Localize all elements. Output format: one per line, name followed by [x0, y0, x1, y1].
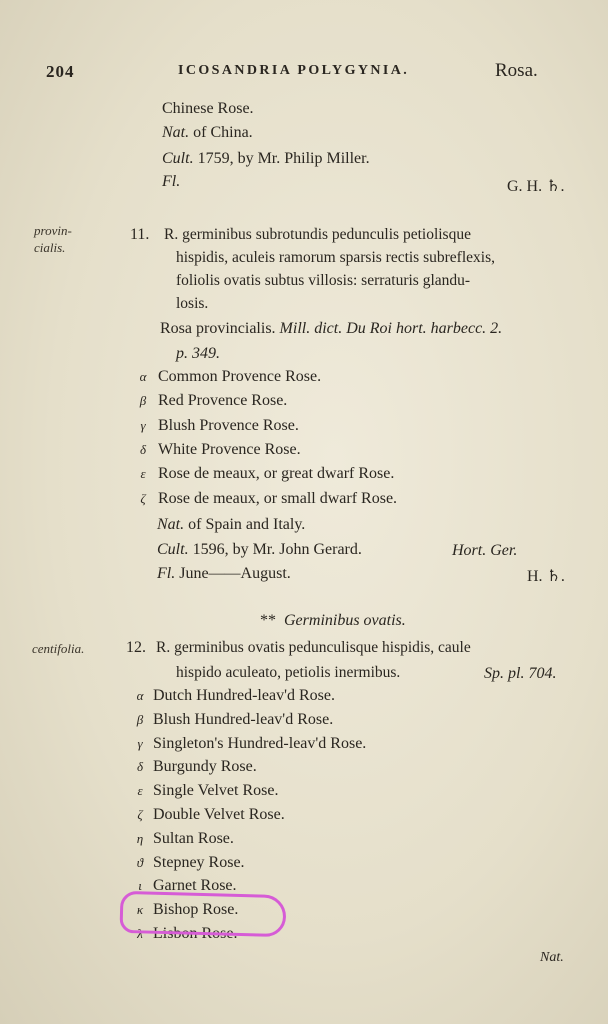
variety-name: Rose de meaux, or great dwarf Rose.: [158, 465, 395, 483]
flowering-label: Fl.: [162, 173, 181, 190]
native-line: Nat. of Spain and Italy.: [157, 516, 306, 533]
flowering-line: Fl. June——August.: [157, 565, 291, 582]
variety-mark: ζ: [137, 807, 143, 822]
variety-name: Rose de meaux, or small dwarf Rose.: [158, 489, 398, 507]
variety-mark: δ: [139, 441, 147, 457]
variety-mark: δ: [136, 759, 144, 775]
variety-mark: ϑ: [136, 854, 144, 870]
variety-mark: β: [139, 393, 147, 409]
margin-species-name: provin- cialis.: [34, 223, 72, 255]
variety-name: Lisbon Rose.: [153, 925, 238, 942]
description-line: hispidis, aculeis ramorum sparsis rectis subreflexis,: [176, 249, 495, 266]
variety-mark: α: [139, 369, 147, 384]
variety-name: Burgundy Rose.: [153, 758, 257, 776]
variety-mark: η: [136, 830, 144, 846]
variety-mark: γ: [137, 735, 143, 751]
variety-name: Blush Hundred-leav'd Rose.: [153, 710, 334, 728]
variety-name: Common Provence Rose.: [158, 368, 322, 385]
variety-mark: α: [136, 688, 144, 703]
variety-mark: ε: [137, 783, 143, 799]
species-reference: Sp. pl. 704.: [484, 665, 557, 682]
variety-name: Stepney Rose.: [153, 853, 245, 871]
description-line: foliolis ovatis subtus villosis: serraturis glandu-: [176, 272, 471, 289]
variety-mark: κ: [136, 902, 144, 918]
variety-mark: ε: [140, 466, 146, 482]
variety-name: Singleton's Hundred-leav'd Rose.: [153, 734, 367, 752]
variety-name: Dutch Hundred-leav'd Rose.: [153, 687, 335, 704]
variety-name: Double Velvet Rose.: [153, 806, 285, 823]
species-number: 11.: [130, 226, 150, 243]
genus-heading: Rosa.: [495, 60, 538, 81]
native-line: Nat. of China.: [162, 124, 253, 141]
variety-mark: λ: [137, 926, 143, 941]
section-heading: ** Germinibus ovatis.: [260, 612, 406, 629]
description-line: R. germinibus ovatis pedunculisque hispidis, caule: [156, 639, 471, 656]
variety-mark: ζ: [140, 490, 146, 506]
description-line: R. germinibus subrotundis pedunculis petiolisque: [164, 226, 471, 243]
variety-name: Blush Provence Rose.: [158, 416, 299, 434]
description-line: losis.: [176, 295, 209, 312]
page-number: 204: [46, 62, 75, 81]
variety-name: Bishop Rose.: [153, 901, 239, 919]
species-name-line: Chinese Rose.: [162, 100, 254, 117]
running-header: [0, 60, 608, 88]
variety-name: Single Velvet Rose.: [153, 782, 279, 800]
synonym-line: Rosa provincialis. Mill. dict. Du Roi hort. harbecc. 2.: [160, 320, 503, 337]
variety-mark: ι: [138, 878, 142, 894]
cultivation-reference: Hort. Ger.: [452, 542, 518, 559]
description-line: hispido aculeato, petiolis inermibus.: [176, 664, 401, 681]
synonym-page: p. 349.: [176, 345, 220, 362]
catchword: Nat.: [540, 950, 564, 965]
habitat-mark: H. ♄.: [527, 568, 565, 585]
margin-species-name: centifolia.: [32, 641, 85, 656]
running-title: ICOSANDRIA POLYGYNIA.: [178, 63, 410, 78]
species-number: 12.: [126, 639, 146, 656]
variety-mark: γ: [140, 417, 146, 433]
variety-name: Sultan Rose.: [153, 829, 234, 847]
variety-mark: β: [136, 711, 144, 727]
habitat-mark: G. H. ♄.: [507, 178, 565, 195]
variety-name: Red Provence Rose.: [158, 392, 288, 410]
cultivation-line: Cult. 1759, by Mr. Philip Miller.: [162, 150, 370, 167]
variety-name: Garnet Rose.: [153, 877, 237, 895]
cultivation-line: Cult. 1596, by Mr. John Gerard.: [157, 541, 362, 558]
variety-name: White Provence Rose.: [158, 440, 301, 458]
highlight-annotation: [119, 891, 286, 937]
